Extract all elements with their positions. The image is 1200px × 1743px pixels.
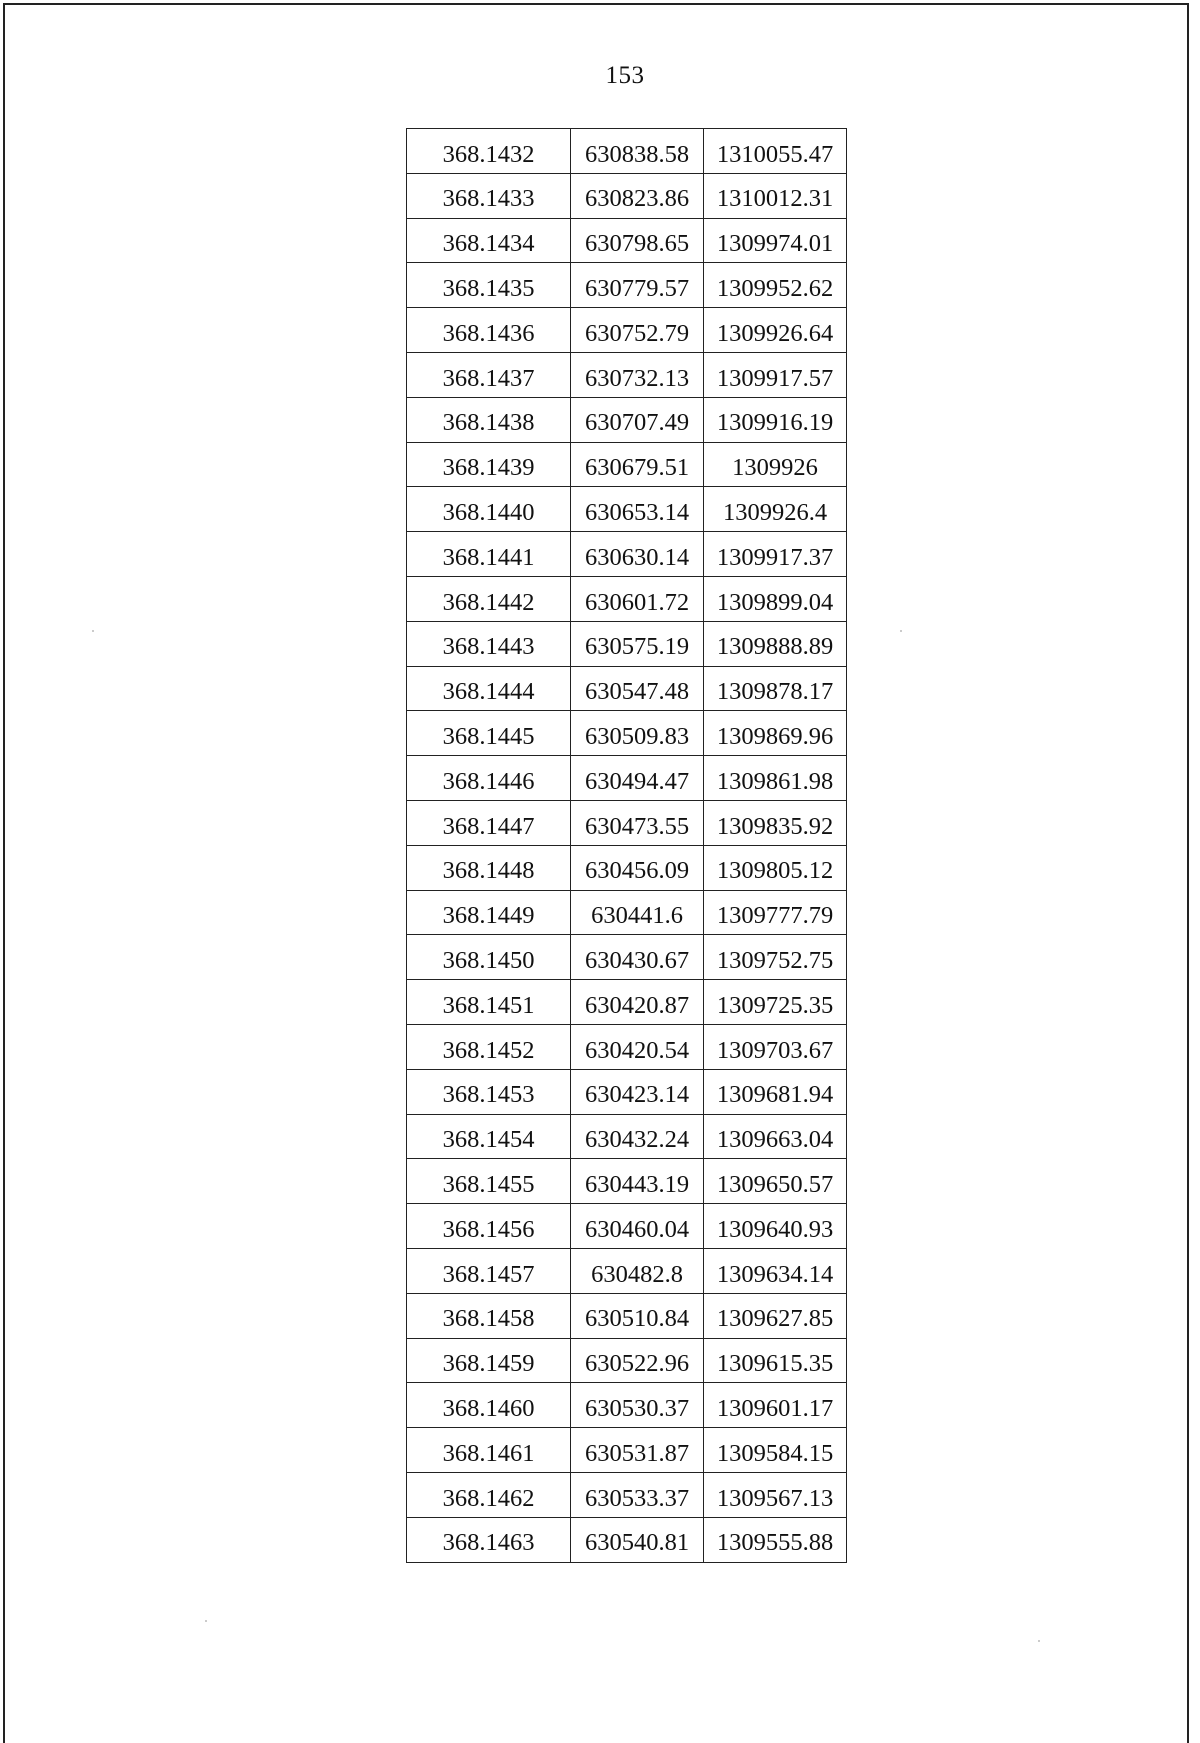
northing-cell: 1310012.31 (704, 173, 847, 218)
easting-cell: 630509.83 (571, 711, 704, 756)
northing-cell: 1309703.67 (704, 1024, 847, 1069)
table-row (407, 1428, 847, 1473)
point-id-cell: 368.1455 (407, 1159, 571, 1204)
easting-cell: 630460.04 (571, 1204, 704, 1249)
table-row (407, 397, 847, 442)
table-row (407, 1383, 847, 1428)
point-id-cell: 368.1441 (407, 532, 571, 577)
point-id-cell: 368.1442 (407, 576, 571, 621)
point-id-cell: 368.1457 (407, 1248, 571, 1293)
point-id-cell: 368.1450 (407, 935, 571, 980)
point-id-cell: 368.1440 (407, 487, 571, 532)
easting-cell: 630540.81 (571, 1517, 704, 1562)
scan-speck (1038, 1640, 1040, 1642)
table-row (407, 845, 847, 890)
northing-cell: 1309805.12 (704, 845, 847, 890)
northing-cell: 1309835.92 (704, 800, 847, 845)
point-id-cell: 368.1451 (407, 980, 571, 1025)
northing-cell: 1309601.17 (704, 1383, 847, 1428)
northing-cell: 1309916.19 (704, 397, 847, 442)
northing-cell: 1310055.47 (704, 129, 847, 174)
table-row (407, 487, 847, 532)
easting-cell: 630482.8 (571, 1248, 704, 1293)
easting-cell: 630420.54 (571, 1024, 704, 1069)
easting-cell: 630533.37 (571, 1472, 704, 1517)
northing-cell: 1309899.04 (704, 576, 847, 621)
point-id-cell: 368.1463 (407, 1517, 571, 1562)
easting-cell: 630752.79 (571, 308, 704, 353)
easting-cell: 630473.55 (571, 800, 704, 845)
northing-cell: 1309615.35 (704, 1338, 847, 1383)
table-row (407, 1024, 847, 1069)
northing-cell: 1309917.57 (704, 352, 847, 397)
point-id-cell: 368.1462 (407, 1472, 571, 1517)
scan-speck (900, 630, 902, 632)
table-row (407, 129, 847, 174)
point-id-cell: 368.1454 (407, 1114, 571, 1159)
northing-cell: 1309634.14 (704, 1248, 847, 1293)
easting-cell: 630798.65 (571, 218, 704, 263)
easting-cell: 630420.87 (571, 980, 704, 1025)
northing-cell: 1309567.13 (704, 1472, 847, 1517)
northing-cell: 1309952.62 (704, 263, 847, 308)
easting-cell: 630679.51 (571, 442, 704, 487)
easting-cell: 630430.67 (571, 935, 704, 980)
point-id-cell: 368.1448 (407, 845, 571, 890)
table-row (407, 1293, 847, 1338)
point-id-cell: 368.1456 (407, 1204, 571, 1249)
easting-cell: 630823.86 (571, 173, 704, 218)
northing-cell: 1309926 (704, 442, 847, 487)
point-id-cell: 368.1461 (407, 1428, 571, 1473)
easting-cell: 630510.84 (571, 1293, 704, 1338)
table-row (407, 800, 847, 845)
easting-cell: 630838.58 (571, 129, 704, 174)
point-id-cell: 368.1436 (407, 308, 571, 353)
table-body (407, 129, 847, 1563)
northing-cell: 1309917.37 (704, 532, 847, 577)
table-row (407, 1114, 847, 1159)
northing-cell: 1309926.64 (704, 308, 847, 353)
northing-cell: 1309869.96 (704, 711, 847, 756)
point-id-cell: 368.1437 (407, 352, 571, 397)
table-row (407, 1338, 847, 1383)
easting-cell: 630547.48 (571, 666, 704, 711)
point-id-cell: 368.1433 (407, 173, 571, 218)
table-row (407, 621, 847, 666)
northing-cell: 1309681.94 (704, 1069, 847, 1114)
easting-cell: 630443.19 (571, 1159, 704, 1204)
table-row (407, 532, 847, 577)
table-row (407, 756, 847, 801)
northing-cell: 1309926.4 (704, 487, 847, 532)
table-row (407, 1248, 847, 1293)
northing-cell: 1309725.35 (704, 980, 847, 1025)
easting-cell: 630494.47 (571, 756, 704, 801)
easting-cell: 630575.19 (571, 621, 704, 666)
point-id-cell: 368.1443 (407, 621, 571, 666)
point-id-cell: 368.1444 (407, 666, 571, 711)
table-row (407, 308, 847, 353)
table-row (407, 980, 847, 1025)
northing-cell: 1309640.93 (704, 1204, 847, 1249)
easting-cell: 630601.72 (571, 576, 704, 621)
easting-cell: 630432.24 (571, 1114, 704, 1159)
page-number: 153 (605, 62, 645, 89)
easting-cell: 630653.14 (571, 487, 704, 532)
table-row (407, 1159, 847, 1204)
table-row (407, 218, 847, 263)
point-id-cell: 368.1459 (407, 1338, 571, 1383)
point-id-cell: 368.1447 (407, 800, 571, 845)
easting-cell: 630456.09 (571, 845, 704, 890)
easting-cell: 630530.37 (571, 1383, 704, 1428)
point-id-cell: 368.1432 (407, 129, 571, 174)
scan-speck (92, 630, 94, 632)
table-row (407, 173, 847, 218)
easting-cell: 630531.87 (571, 1428, 704, 1473)
easting-cell: 630732.13 (571, 352, 704, 397)
point-id-cell: 368.1439 (407, 442, 571, 487)
northing-cell: 1309663.04 (704, 1114, 847, 1159)
northing-cell: 1309861.98 (704, 756, 847, 801)
easting-cell: 630779.57 (571, 263, 704, 308)
point-id-cell: 368.1435 (407, 263, 571, 308)
table-row (407, 1472, 847, 1517)
point-id-cell: 368.1438 (407, 397, 571, 442)
table-row (407, 890, 847, 935)
northing-cell: 1309650.57 (704, 1159, 847, 1204)
table-row (407, 1069, 847, 1114)
easting-cell: 630630.14 (571, 532, 704, 577)
table-row (407, 711, 847, 756)
point-id-cell: 368.1453 (407, 1069, 571, 1114)
table-row (407, 666, 847, 711)
easting-cell: 630441.6 (571, 890, 704, 935)
northing-cell: 1309752.75 (704, 935, 847, 980)
easting-cell: 630522.96 (571, 1338, 704, 1383)
point-id-cell: 368.1458 (407, 1293, 571, 1338)
point-id-cell: 368.1460 (407, 1383, 571, 1428)
northing-cell: 1309878.17 (704, 666, 847, 711)
table-row (407, 576, 847, 621)
table-row (407, 935, 847, 980)
point-id-cell: 368.1449 (407, 890, 571, 935)
table-row (407, 1517, 847, 1562)
northing-cell: 1309584.15 (704, 1428, 847, 1473)
northing-cell: 1309627.85 (704, 1293, 847, 1338)
scan-speck (205, 1620, 207, 1622)
coordinates-table (406, 128, 847, 1563)
table-row (407, 263, 847, 308)
table-row (407, 442, 847, 487)
northing-cell: 1309888.89 (704, 621, 847, 666)
point-id-cell: 368.1446 (407, 756, 571, 801)
point-id-cell: 368.1452 (407, 1024, 571, 1069)
table-row (407, 352, 847, 397)
northing-cell: 1309974.01 (704, 218, 847, 263)
point-id-cell: 368.1434 (407, 218, 571, 263)
easting-cell: 630707.49 (571, 397, 704, 442)
point-id-cell: 368.1445 (407, 711, 571, 756)
table-row (407, 1204, 847, 1249)
northing-cell: 1309777.79 (704, 890, 847, 935)
easting-cell: 630423.14 (571, 1069, 704, 1114)
northing-cell: 1309555.88 (704, 1517, 847, 1562)
